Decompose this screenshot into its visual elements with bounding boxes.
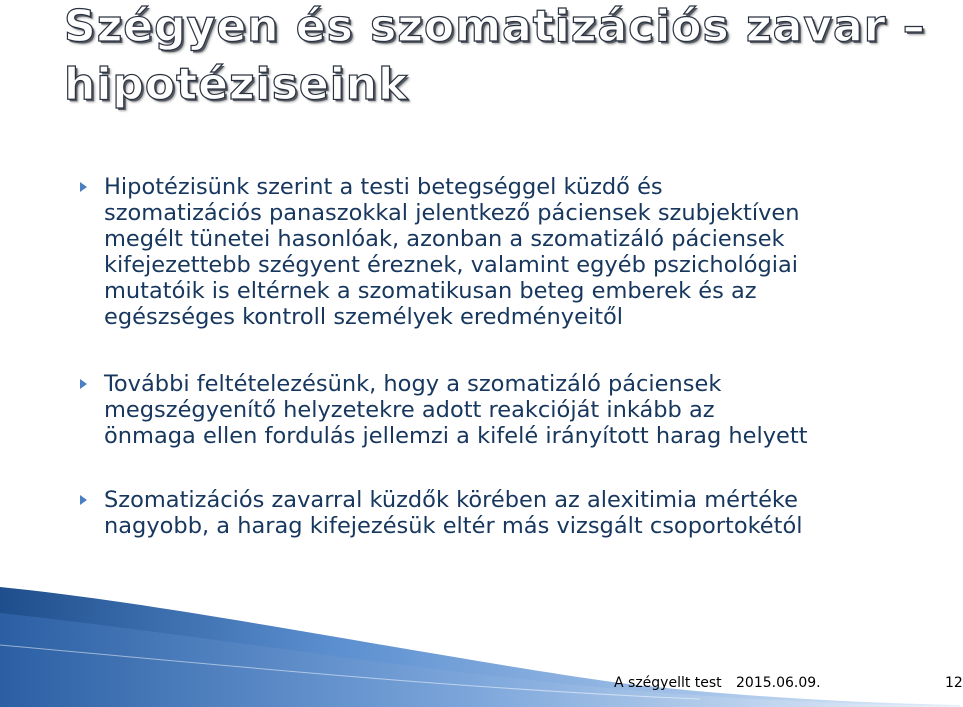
bullet-text: Szomatizációs zavarral küzdők körében az alexitimia mértéke nagyobb, a harag kifejezésük eltér más vizsgált csoportokétól	[104, 487, 803, 539]
footer-presentation-title: A szégyellt test	[614, 675, 722, 691]
slide-title: Szégyen és szomatizációs zavar – hipotéziseink	[64, 1, 926, 110]
triangle-bullet-icon	[80, 182, 87, 192]
triangle-bullet-icon	[80, 379, 87, 389]
footer-page-number: 12	[945, 675, 963, 691]
footer-date: 2015.06.09.	[736, 675, 821, 691]
bullet-text: További feltételezésünk, hogy a szomatizáló páciensek megszégyenítő helyzetekre adott reakcióját inkább az önmaga ellen fordulás jellemzi a kifelé irányított harag helyett	[104, 371, 808, 449]
bullet-text: Hipotézisünk szerint a testi betegséggel küzdő és szomatizációs panaszokkal jelentkező páciensek szubjektíven megélt tünetei hasonlóak, azonban a szomatizáló páciensek kifejezettebb szégyent éreznek, valamint egyéb pszichológiai mutatóik is eltérnek a szomatikusan beteg emberek és az egészséges kontroll személyek eredményeitől	[104, 174, 800, 330]
triangle-bullet-icon	[80, 495, 87, 505]
